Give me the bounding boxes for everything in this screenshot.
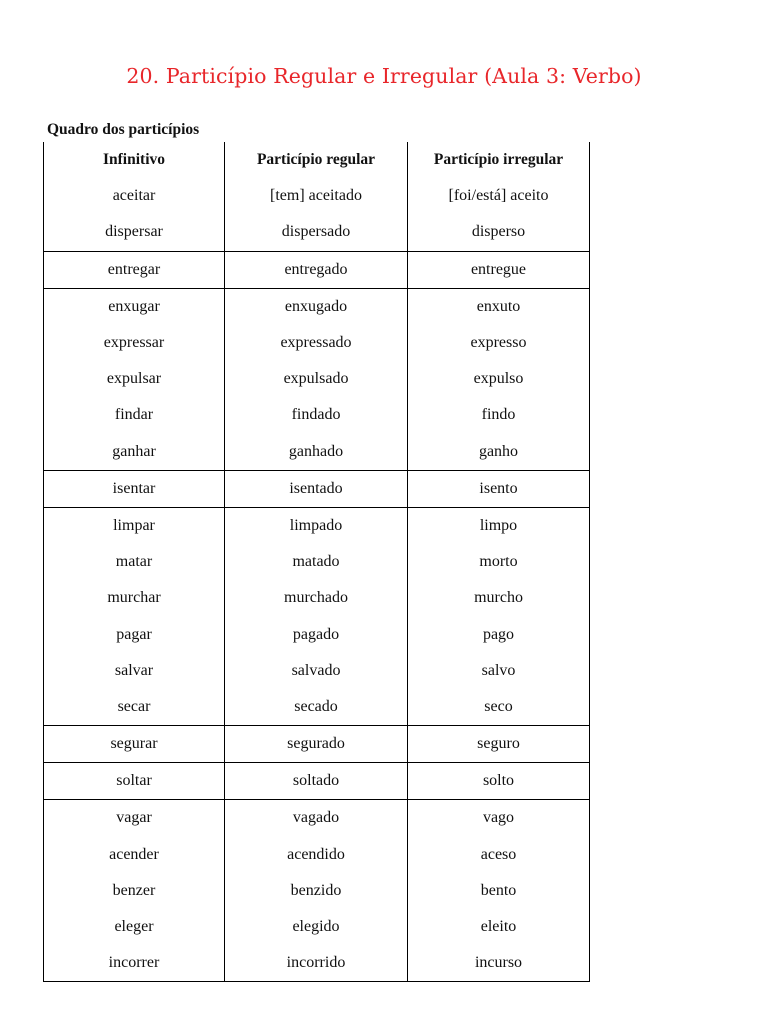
cell-regular-participle: elegido <box>225 909 408 945</box>
cell-regular-participle: acendido <box>225 837 408 873</box>
table-row <box>44 178 590 214</box>
table-row <box>44 689 590 726</box>
cell-regular-participle: [tem] aceitado <box>225 178 408 214</box>
cell-regular-participle: isentado <box>225 470 408 507</box>
table-row <box>44 325 590 361</box>
cell-regular-participle: vagado <box>225 800 408 837</box>
cell-irregular-participle: murcho <box>408 580 590 616</box>
cell-irregular-participle: seguro <box>408 726 590 763</box>
cell-regular-participle: enxugado <box>225 288 408 325</box>
cell-irregular-participle: solto <box>408 763 590 800</box>
table-row <box>44 800 590 837</box>
table-row <box>44 580 590 616</box>
table-row <box>44 434 590 471</box>
cell-infinitive: soltar <box>44 763 225 800</box>
cell-irregular-participle: disperso <box>408 214 590 251</box>
cell-irregular-participle: isento <box>408 470 590 507</box>
cell-infinitive: expressar <box>44 325 225 361</box>
cell-irregular-participle: seco <box>408 689 590 726</box>
header-irregular-participle: Particípio irregular <box>408 142 590 178</box>
table-caption: Quadro dos particípios <box>47 121 200 138</box>
cell-infinitive: matar <box>44 544 225 580</box>
cell-irregular-participle: vago <box>408 800 590 837</box>
cell-irregular-participle: expulso <box>408 361 590 397</box>
cell-infinitive: salvar <box>44 653 225 689</box>
cell-irregular-participle: morto <box>408 544 590 580</box>
header-infinitive: Infinitivo <box>44 142 225 178</box>
table-row <box>44 945 590 982</box>
cell-regular-participle: incorrido <box>225 945 408 982</box>
cell-irregular-participle: enxuto <box>408 288 590 325</box>
cell-infinitive: expulsar <box>44 361 225 397</box>
cell-infinitive: aceitar <box>44 178 225 214</box>
table-row <box>44 251 590 288</box>
cell-regular-participle: dispersado <box>225 214 408 251</box>
cell-irregular-participle: findo <box>408 397 590 433</box>
table-row <box>44 507 590 544</box>
cell-regular-participle: limpado <box>225 507 408 544</box>
cell-infinitive: dispersar <box>44 214 225 251</box>
cell-infinitive: entregar <box>44 251 225 288</box>
cell-irregular-participle: ganho <box>408 434 590 471</box>
cell-irregular-participle: limpo <box>408 507 590 544</box>
cell-regular-participle: pagado <box>225 616 408 652</box>
cell-regular-participle: salvado <box>225 653 408 689</box>
table-row <box>44 397 590 433</box>
cell-irregular-participle: expresso <box>408 325 590 361</box>
cell-infinitive: ganhar <box>44 434 225 471</box>
cell-infinitive: limpar <box>44 507 225 544</box>
cell-irregular-participle: aceso <box>408 837 590 873</box>
cell-regular-participle: expressado <box>225 325 408 361</box>
cell-regular-participle: segurado <box>225 726 408 763</box>
cell-infinitive: enxugar <box>44 288 225 325</box>
cell-regular-participle: secado <box>225 689 408 726</box>
table-row <box>44 361 590 397</box>
table-row <box>44 909 590 945</box>
cell-irregular-participle: pago <box>408 616 590 652</box>
cell-infinitive: vagar <box>44 800 225 837</box>
cell-infinitive: segurar <box>44 726 225 763</box>
cell-irregular-participle: [foi/está] aceito <box>408 178 590 214</box>
cell-infinitive: isentar <box>44 470 225 507</box>
cell-regular-participle: findado <box>225 397 408 433</box>
cell-irregular-participle: incurso <box>408 945 590 982</box>
cell-infinitive: incorrer <box>44 945 225 982</box>
table-row <box>44 288 590 325</box>
table-row <box>44 544 590 580</box>
cell-regular-participle: entregado <box>225 251 408 288</box>
participles-table <box>43 142 590 982</box>
table-row <box>44 214 590 251</box>
cell-irregular-participle: bento <box>408 873 590 909</box>
cell-infinitive: eleger <box>44 909 225 945</box>
cell-regular-participle: soltado <box>225 763 408 800</box>
header-regular-participle: Particípio regular <box>225 142 408 178</box>
cell-regular-participle: expulsado <box>225 361 408 397</box>
table-body <box>44 178 590 982</box>
cell-irregular-participle: entregue <box>408 251 590 288</box>
cell-infinitive: acender <box>44 837 225 873</box>
table-row <box>44 837 590 873</box>
cell-infinitive: secar <box>44 689 225 726</box>
cell-infinitive: murchar <box>44 580 225 616</box>
cell-regular-participle: matado <box>225 544 408 580</box>
table-row <box>44 726 590 763</box>
cell-infinitive: benzer <box>44 873 225 909</box>
table-row <box>44 763 590 800</box>
cell-irregular-participle: salvo <box>408 653 590 689</box>
table-header-row <box>44 142 590 178</box>
table-row <box>44 470 590 507</box>
page-title: 20. Particípio Regular e Irregular (Aula 3: Verbo) <box>126 64 642 88</box>
cell-infinitive: pagar <box>44 616 225 652</box>
cell-regular-participle: benzido <box>225 873 408 909</box>
table-row <box>44 616 590 652</box>
cell-infinitive: findar <box>44 397 225 433</box>
table-row <box>44 873 590 909</box>
table-row <box>44 653 590 689</box>
cell-irregular-participle: eleito <box>408 909 590 945</box>
cell-regular-participle: murchado <box>225 580 408 616</box>
cell-regular-participle: ganhado <box>225 434 408 471</box>
